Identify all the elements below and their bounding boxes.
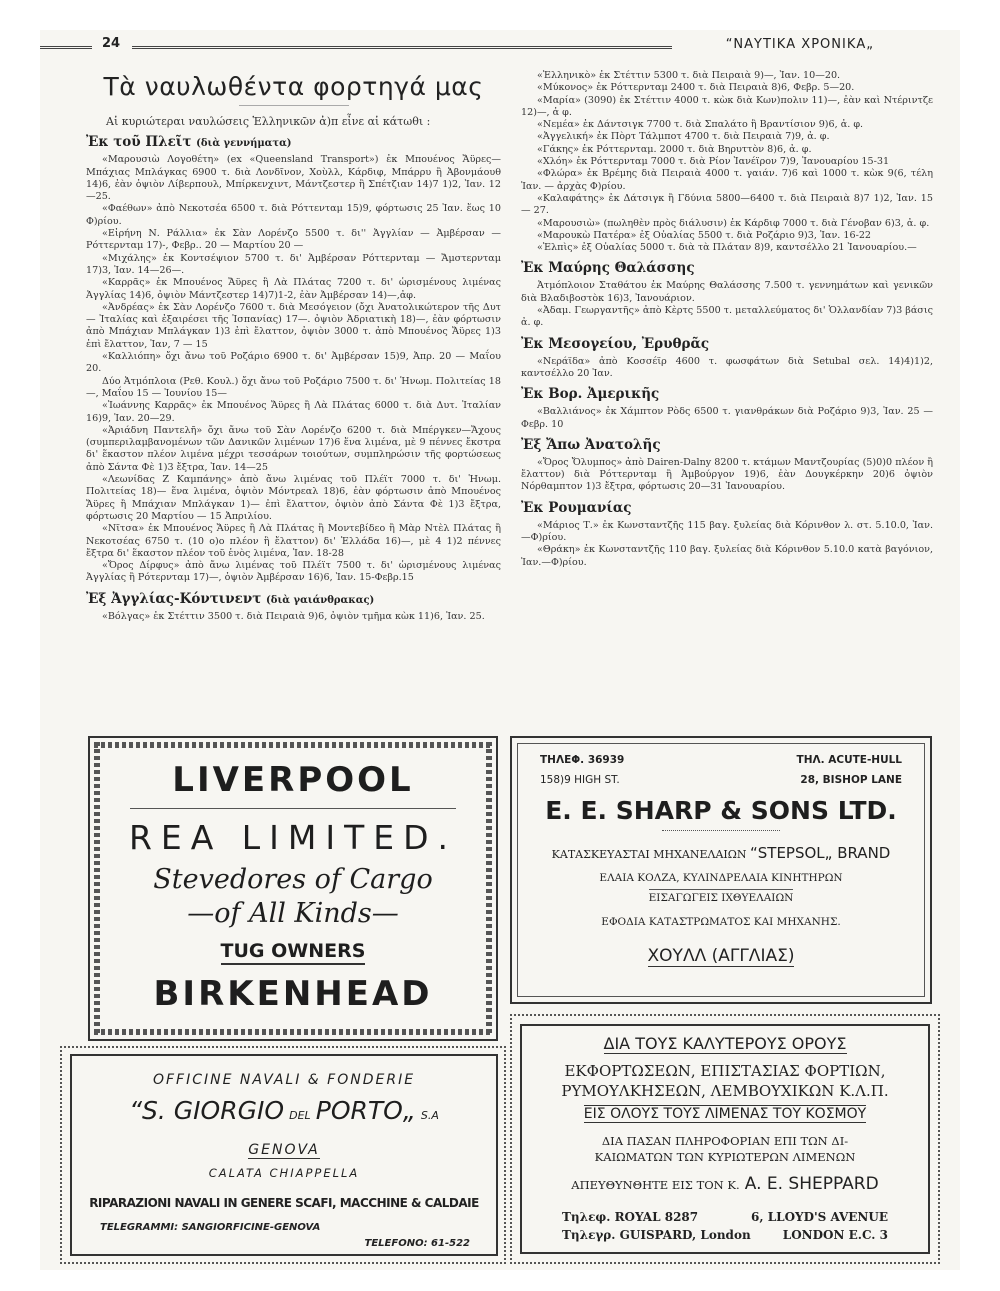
ad-sharp-city: [512, 946, 930, 966]
ad-sharp-addr-left: 158)9 HIGH ST.: [540, 774, 620, 786]
ad-chain-top: [94, 742, 492, 748]
ad-genova-street: CALATA CHIAPPELLA: [208, 1166, 360, 1180]
article-left-column: [86, 64, 501, 623]
ad-sharp-company: E. E. SHARP & SONS LTD.: [545, 796, 897, 825]
ad-sheppard-line4-text: ΕΙΣ ΟΛΟΥΣ ΤΟΥΣ ΛΙΜΕΝΑΣ ΤΟΥ ΚΟΣΜΟΥ: [583, 1106, 867, 1122]
charter-entry: «Μάριος Τ.» ἐκ Κωνσταντζῆς 115 βαγ. ξυλείας διὰ Κόρινθον λ. στ. 5.10.0, Ἰαν.—Φ)ρίου.: [521, 519, 933, 544]
article-intro: Αἱ κυριώτεραι ναυλώσεις Ἑλληνικῶν ἀ)π εἶνε αἱ κάτωθι :: [106, 115, 431, 128]
charter-entry: «Φλώρα» ἐκ Βρέμης διὰ Πειραιὰ 4000 τ. γαιάν. 7)6 καὶ 1000 τ. κὼκ 9(6, τέλη Ἰαν. — ἀρχὰς Φ)ρίου.: [521, 168, 933, 192]
ad-rea-limited: [88, 736, 498, 1041]
section-heading-text: Ἐκ Μαύρης Θαλάσσης: [521, 260, 695, 277]
charter-entry: «Βόλγας» ἐκ Στέττιν 3500 τ. διὰ Πειραιὰ 9)6, ὀψιὸν τμῆμα κὼκ 11)6, Ἰαν. 25.: [102, 610, 485, 622]
ad-san-giorgio: [70, 1054, 498, 1256]
section-heading-text: Ἐξ Ἀγγλίας-Κόντινεντ: [86, 590, 262, 607]
charter-entry: Δύο Ἀτμόπλοια (Ρεθ. Κουλ.) ὄχι ἄνω τοῦ Ροζάριο 7500 τ. δι' Ἡνωμ. Πολιτείας 18—, Μαΐου 15 — Ἰουνίου 15—: [86, 375, 501, 399]
ad-sheppard-line6: ΚΑΙΩΜΑΤΩΝ ΤΩΝ ΚΥΡΙΩΤΕΡΩΝ ΛΙΜΕΝΩΝ: [594, 1150, 856, 1164]
right-sections: [521, 70, 933, 569]
ad-sheppard: [520, 1024, 930, 1254]
section-heading-text: Ἐκ Βορ. Ἀμερικῆς: [521, 386, 660, 403]
ad-genova-phone: TELEFONO: 61-522: [364, 1238, 470, 1249]
section-heading: [521, 260, 933, 276]
ad-rea-divider: [130, 808, 456, 809]
ad-sharp-sons: [510, 736, 932, 1004]
ad-sheppard-line4: [522, 1106, 928, 1122]
section-heading-text: Ἐκ Μεσογείου, Ἐρυθρᾶς: [521, 335, 710, 352]
charter-entry: «Ἀριάδνη Παντελῆ» ὄχι ἄνω τοῦ Σὰν Λορένζο 6200 τ. διὰ Μπέργκεν—Ἄχους (συμπεριλαμβανομένων τῶν Δανικῶν λιμένων 17)6 ἕνα λιμένα, μὲ 9 πέννες ἔκστρα δι' ἕκαστον πλέον λιμένα μέχρι τεσσάρων τοιούτων, συμπληρώσιν τῆς φορτώσεως ἀπὸ Σάντα Φὲ 1)3 ἔξτρα, Ἰαν. 14—25: [86, 424, 501, 473]
section-heading-text: Ἐξ Ἄπω Ἀνατολῆς: [521, 436, 661, 453]
charter-entry: «Καλαφάτης» ἐκ Δάτσιγκ ἢ Γδύνια 5800—6400 τ. διὰ Πειραιὰ 8)7 1)2, Ἰαν. 15 — 27.: [521, 192, 933, 217]
left-sections: [86, 134, 501, 623]
charter-entry: «Νεμέα» ἐκ Δάντσιγκ 7700 τ. διὰ Σπαλάτο ἢ Βραντίσιον 9)6, ἀ. φ.: [537, 119, 864, 131]
charter-entry: «Μαρουσιὼ Λογοθέτη» (ex «Queensland Transport») ἐκ Μπουένος Ἄϋρες—Μπάχιας Μπλάγκας 6900 τ. διὰ Λονδῖνον, Χοὺλλ, Κάρδιφ, Μπάρρυ ἢ Ἀβονμάουθ 14)6, ἐὰν ὀψιὸν Λίβερπουλ, Μπίρκενχιντ, Μάντζεστερ ἢ Σπέτζιαν 14)7 1)2, Ἰαν. 12—25.: [86, 154, 501, 203]
ad-rea-tug: [90, 940, 496, 962]
charter-entry: «Γάκης» ἐκ Ρόττερνταμ. 2000 τ. διὰ Βηρυττὸν 8)6, ἀ. φ.: [537, 143, 812, 155]
ad-sharp-line1: [512, 844, 930, 862]
section-heading: [86, 591, 501, 607]
charter-entry: «Ὄρος Δίρφυς» ἀπὸ ἄνω λιμένας τοῦ Πλέϊτ 7500 τ. δι' ὡρισμένους λιμένας Ἀγγλίας ἢ Ρότερνταμ 17)—, ὀψιὸν Ἀμβέρσαν 16)6, Ἰαν. 15-Φεβρ.15: [86, 560, 501, 584]
ad-rea-line2: —of All Kinds—: [187, 898, 399, 929]
charter-entry: Ἀτμόπλοιον Σταθάτου ἐκ Μαύρης Θαλάσσης 7.500 τ. γεννημάτων καὶ γενικῶν διὰ Βλαδιβοστὸκ 16)3, Ἰανουάριον.: [521, 280, 933, 304]
header-rule-left: [40, 46, 92, 49]
ad-sharp-line1-prefix: ΚΑΤΑΣΚΕΥΑΣΤΑΙ ΜΗΧΑΝΕΛΑΙΩΝ: [551, 848, 747, 861]
ad-sheppard-line3: ΡΥΜΟΥΛΚΗΣΕΩΝ, ΛΕΜΒΟΥΧΙΚΩΝ Κ.Λ.Π.: [561, 1082, 889, 1100]
section-heading: [86, 134, 501, 150]
ad-sheppard-tel: Τηλεφ. ROYAL 8287: [562, 1210, 699, 1224]
charter-entry: «Θράκη» ἐκ Κωνσταντζῆς 110 βαγ. ξυλείας διὰ Κόρινθον 5.10.0 κατὰ βαγόνιον, Ἰαν.—Φ)ρίου.: [521, 544, 933, 568]
charter-entry: «Καλλιόπη» ὄχι ἄνω τοῦ Ροζάριο 6900 τ. δι' Ἀμβέρσαν 15)9, Ἀπρ. 20 — Μαΐου 20.: [86, 351, 501, 375]
ad-sheppard-name: A. E. SHEPPARD: [744, 1174, 879, 1194]
ad-sharp-brand: “STEPSOL„ BRAND: [750, 844, 891, 862]
charter-entry: «Μαρία» (3090) ἐκ Στέττιν 4000 τ. κὼκ διὰ Κων)πολιν 11)—, ἐὰν καὶ Ντέριντζε 12)—, ἀ φ.: [521, 94, 933, 118]
ad-rea-city: LIVERPOOL: [172, 760, 414, 800]
ad-sharp-line4: ΕΦΟΔΙΑ ΚΑΤΑΣΤΡΩΜΑΤΟΣ ΚΑΙ ΜΗΧΑΝΗΣ.: [601, 916, 841, 928]
charter-entry: «Μαρουκὼ Πατέρα» ἐξ Οὐαλίας 5500 τ. διὰ Ροζάριο 9)3, Ἰαν. 16-22: [537, 229, 872, 241]
ad-sheppard-line2: ΕΚΦΟΡΤΩΣΕΩΝ, ΕΠΙΣΤΑΣΙΑΣ ΦΟΡΤΙΩΝ,: [564, 1062, 886, 1080]
magazine-page: [40, 30, 960, 1270]
ad-genova-city-text: GENOVA: [248, 1142, 320, 1158]
section-heading: [521, 336, 933, 352]
ad-rea-company: REA LIMITED.: [128, 818, 458, 857]
ad-sheppard-telegr: Τηλεγρ. GUISPARD, London: [562, 1228, 751, 1242]
section-heading: [521, 500, 933, 516]
ad-sharp-line3: [512, 892, 930, 904]
charter-entry: «Ἀνδρέας» ἐκ Σὰν Λορένζο 7600 τ. διὰ Μεσόγειον (ὄχι Ἀνατολικώτερον τῆς Δυτ — Ἰταλίας καὶ ἐξαιρέσει τῆς Ἰσπανίας) 17—. ὀψιὸν Ἀδριατικὴ 18)—, ἐὰν φόρτωσιν ἀπὸ Μπάχιαν Μπλάγκαν 1)3 ἐπὶ ἔλαττον, ὀψιὸν 3000 τ. ἀπὸ Μπουένος Ἄϋρες 1)3 ἐπὶ ἔλαττον, Ἰαν, 7 — 15: [86, 301, 501, 350]
charter-entry: «Μαρουσιὼ» (πωληθὲν πρὸς διάλυσιν) ἐκ Κάρδιφ 7000 τ. διὰ Γένοβαν 6)3, ἀ. φ.: [537, 217, 930, 229]
ad-sheppard-line5: ΔΙΑ ΠΑΣΑΝ ΠΛΗΡΟΦΟΡΙΑΝ ΕΠΙ ΤΩΝ ΔΙ-: [601, 1134, 849, 1148]
ad-genova-telegram: TELEGRAMMI: SANGIORFICINE-GENOVA: [100, 1222, 321, 1233]
ad-sheppard-line1: [522, 1034, 928, 1053]
ad-sharp-dots: [662, 830, 780, 831]
ad-sheppard-addr2: LONDON E.C. 3: [782, 1228, 888, 1242]
charter-entry: «Καρρᾶς» ἐκ Μπουένος Ἄϋρες ἢ Λὰ Πλάτας 7200 τ. δι' ὡρισμένους λιμένας Ἀγγλίας 14)6, ὀψιὸν Μάντζεστερ 14)7)1-2, ἐὰν Ἀμβέρσαν 14)—,ἀφ.: [86, 277, 501, 301]
ad-genova-company-a: “S. GIORGIO: [129, 1096, 285, 1125]
ad-sharp-tel-right: ΤΗΛ. ACUTE-HULL: [796, 754, 902, 766]
charter-entry: «Ἐλπὶς» ἐξ Οὐαλίας 5000 τ. διὰ τὰ Πλάταν 8)9, καντσέλλο 21 Ἰανουαρίου.—: [537, 242, 917, 254]
ad-rea-tug-text: TUG OWNERS: [221, 940, 366, 965]
section-heading-text: Ἐκ τοῦ Πλεῖτ: [86, 134, 192, 151]
header-rule-middle: [132, 46, 672, 49]
section-heading-text: Ἐκ Ρουμανίας: [521, 499, 632, 516]
ad-genova-line1: OFFICINE NAVALI & FONDERIE: [152, 1072, 416, 1088]
charter-entry: «Νεράϊδα» ἀπὸ Κοσσέϊρ 4600 τ. φωσφάτων διὰ Setubal σελ. 14)4)1)2, καντσέλλο 20 Ἰαν.: [521, 355, 933, 379]
section-heading-note: (διὰ γαιάνθρακας): [266, 594, 375, 606]
charter-entry: «Ἑλληνικὸ» ἐκ Στέττιν 5300 τ. διὰ Πειραιὰ 9)—, Ἰαν. 10—20.: [537, 70, 841, 81]
section-heading: [521, 386, 933, 402]
article-right-column: [521, 70, 933, 569]
ad-sheppard-line7-prefix: ΑΠΕΥΘΥΝΘΗΤΕ ΕΙΣ ΤΟΝ Κ.: [571, 1178, 740, 1192]
ad-sharp-line2: ΕΛΑΙΑ ΚΟΛΖΑ, ΚΥΛΙΝΔΡΕΛΑΙΑ ΚΙΝΗΤΗΡΩΝ: [599, 872, 843, 884]
charter-entry: «Χλόη» ἐκ Ρόττερνταμ 7000 τ. διὰ Ρίον Ἰανέϊρον 7)9, Ἰανουαρίου 15-31: [537, 156, 890, 168]
ad-sheppard-line1-text: ΔΙΑ ΤΟΥΣ ΚΑΛΥΤΕΡΟΥΣ ΟΡΟΥΣ: [603, 1034, 847, 1053]
ad-genova-company-sa: S.A: [420, 1109, 439, 1122]
ad-sharp-addr-right: 28, BISHOP LANE: [800, 774, 902, 786]
charter-entry: «Εἰρήνη Ν. Ράλλια» ἐκ Σὰν Λορένζο 5500 τ. δι'' Ἀγγλίαν — Ἀμβέρσαν — Ρόττερνταμ 17)-, Φεβρ.. 20 — Μαρτίου 20 —: [86, 228, 501, 252]
ad-genova-company: [72, 1096, 496, 1125]
ad-sharp-city-text: ΧΟΥΛΛ (ΑΓΓΛΙΑΣ): [647, 946, 795, 966]
charter-entry: «Βαλλιάνος» ἐκ Χάμπτον Ρὸδς 6500 τ. γιανθράκων διὰ Ροζάριο 9)3, Ἰαν. 25 — Φεβρ. 10: [521, 406, 933, 430]
charter-entry: «Λεωνίδας Ζ Καμπάνης» ἀπὸ ἄνω λιμένας τοῦ Πλέϊτ 7000 τ. δι' Ἡνωμ. Πολιτείας 18)— ἕνα λιμένα, ὀψιὸν Μόντρεαλ 18)6, ἐὰν φόρτωσιν ἀπὸ Μπουένος Ἄϋρες ἢ Μπάχιαν Μπλάγκαν 1)— ἐπὶ ἔλαττον, ὀψιὸν ἀπὸ Σάντα Φὲ 1)3 ἔξτρα, φόρτωσις 20 Μαρτίου — 15 Ἀπριλίου.: [86, 474, 501, 522]
ad-genova-company-del: DEL: [289, 1109, 311, 1122]
ad-sheppard-line7: [522, 1174, 928, 1194]
charter-entry: «Ἀγγελική» ἐκ Πὸρτ Τάλμποτ 4700 τ. διὰ Πειραιὰ 7)9, ἀ. φ.: [537, 131, 830, 143]
charter-entry: «Ὄρος Ὄλυμπος» ἀπὸ Dairen-Dalny 8200 τ. κτάμων Μαντζουρίας (5)0)0 πλέον ἢ ἔλαττον) διὰ Ρόττερνταμ ἢ Ἀμβούργον 19)6, ἐὰν Δουγκέρκην 20)6 ὀψιὸν Νόρθαμπτον 1)3 ἔξτρα, φόρτωσις 20—31 Ἰανουαρίου.: [521, 456, 933, 493]
article-title: Τὰ ναυλωθέντα φορτηγά μας: [103, 72, 484, 101]
title-underline: [239, 105, 349, 106]
ad-rea-line1: Stevedores of Cargo: [153, 864, 433, 895]
ad-chain-bottom: [94, 1029, 492, 1035]
section-heading-note: (διὰ γεννήματα): [196, 138, 292, 150]
charter-entry: «Φαέθων» ἀπὸ Νεκοτσέα 6500 τ. διὰ Ρόττενταμ 15)9, φόρτωσις 25 Ἰαν. ἕως 10 Φ)ρίου.: [86, 203, 501, 227]
ad-sheppard-addr1: 6, LLOYD'S AVENUE: [751, 1210, 888, 1224]
charter-entry: «Μύκονος» ἐκ Ρόττερνταμ 2400 τ. διὰ Πειραιὰ 8)6, Φεβρ. 5—20.: [537, 82, 855, 94]
page-header: [40, 36, 960, 56]
ad-genova-city: [72, 1142, 496, 1158]
ad-genova-repairs: RIPARAZIONI NAVALI IN GENERE SCAFI, MACCHINE & CALDAIE: [89, 1196, 479, 1210]
ad-rea-place: BIRKENHEAD: [153, 974, 433, 1014]
page-number: 24: [102, 36, 121, 51]
journal-title: “ΝΑΥΤΙΚΑ ΧΡΟΝΙΚΑ„: [725, 37, 874, 52]
ad-genova-company-b: PORTO„: [315, 1096, 416, 1125]
section-heading: [521, 437, 933, 453]
charter-entry: «Νῖτσα» ἐκ Μπουένος Ἄϋρες ἢ Λὰ Πλάτας ἢ Μοντεβίδεο ἢ Μὰρ Ντὲλ Πλάτας ἢ Νεκοτσέας 6750 τ. (10 ο)ο πλέον ἢ ἔλαττον) δι' Ἑλλάδα 16)—, μὲ 4 1)2 πέννες ἔξτρα δι' ἕκαστον πλέον τοῦ ἑνὸς λιμένα, Ἰαν. 18-28: [86, 523, 501, 559]
ad-sharp-tel-left: ΤΗΛΕΦ. 36939: [540, 754, 625, 766]
charter-entry: «Ἀδαμ. Γεωργαντῆς» ἀπὸ Κὲρτς 5500 τ. μεταλλεύματος δι' Ὁλλανδίαν 7)3 βάσις ἀ. φ.: [521, 305, 933, 329]
charter-entry: «Μιχάλης» ἐκ Κοντσέψιον 5700 τ. δι' Ἀμβέρσαν Ρόττερνταμ — Ἄμστερνταμ 17)3, Ἰαν. 14—26—.: [86, 252, 501, 276]
charter-entry: «Ἰωάννης Καρρᾶς» ἐκ Μπουένος Ἄϋρες ἢ Λὰ Πλάτας 6000 τ. διὰ Δυτ. Ἰταλίαν 16)9, Ἰαν. 20—29.: [86, 400, 501, 424]
ad-sharp-line3-text: ΕΙΣΑΓΩΓΕΙΣ ΙΧΘΥΕΛΑΙΩΝ: [649, 889, 794, 904]
